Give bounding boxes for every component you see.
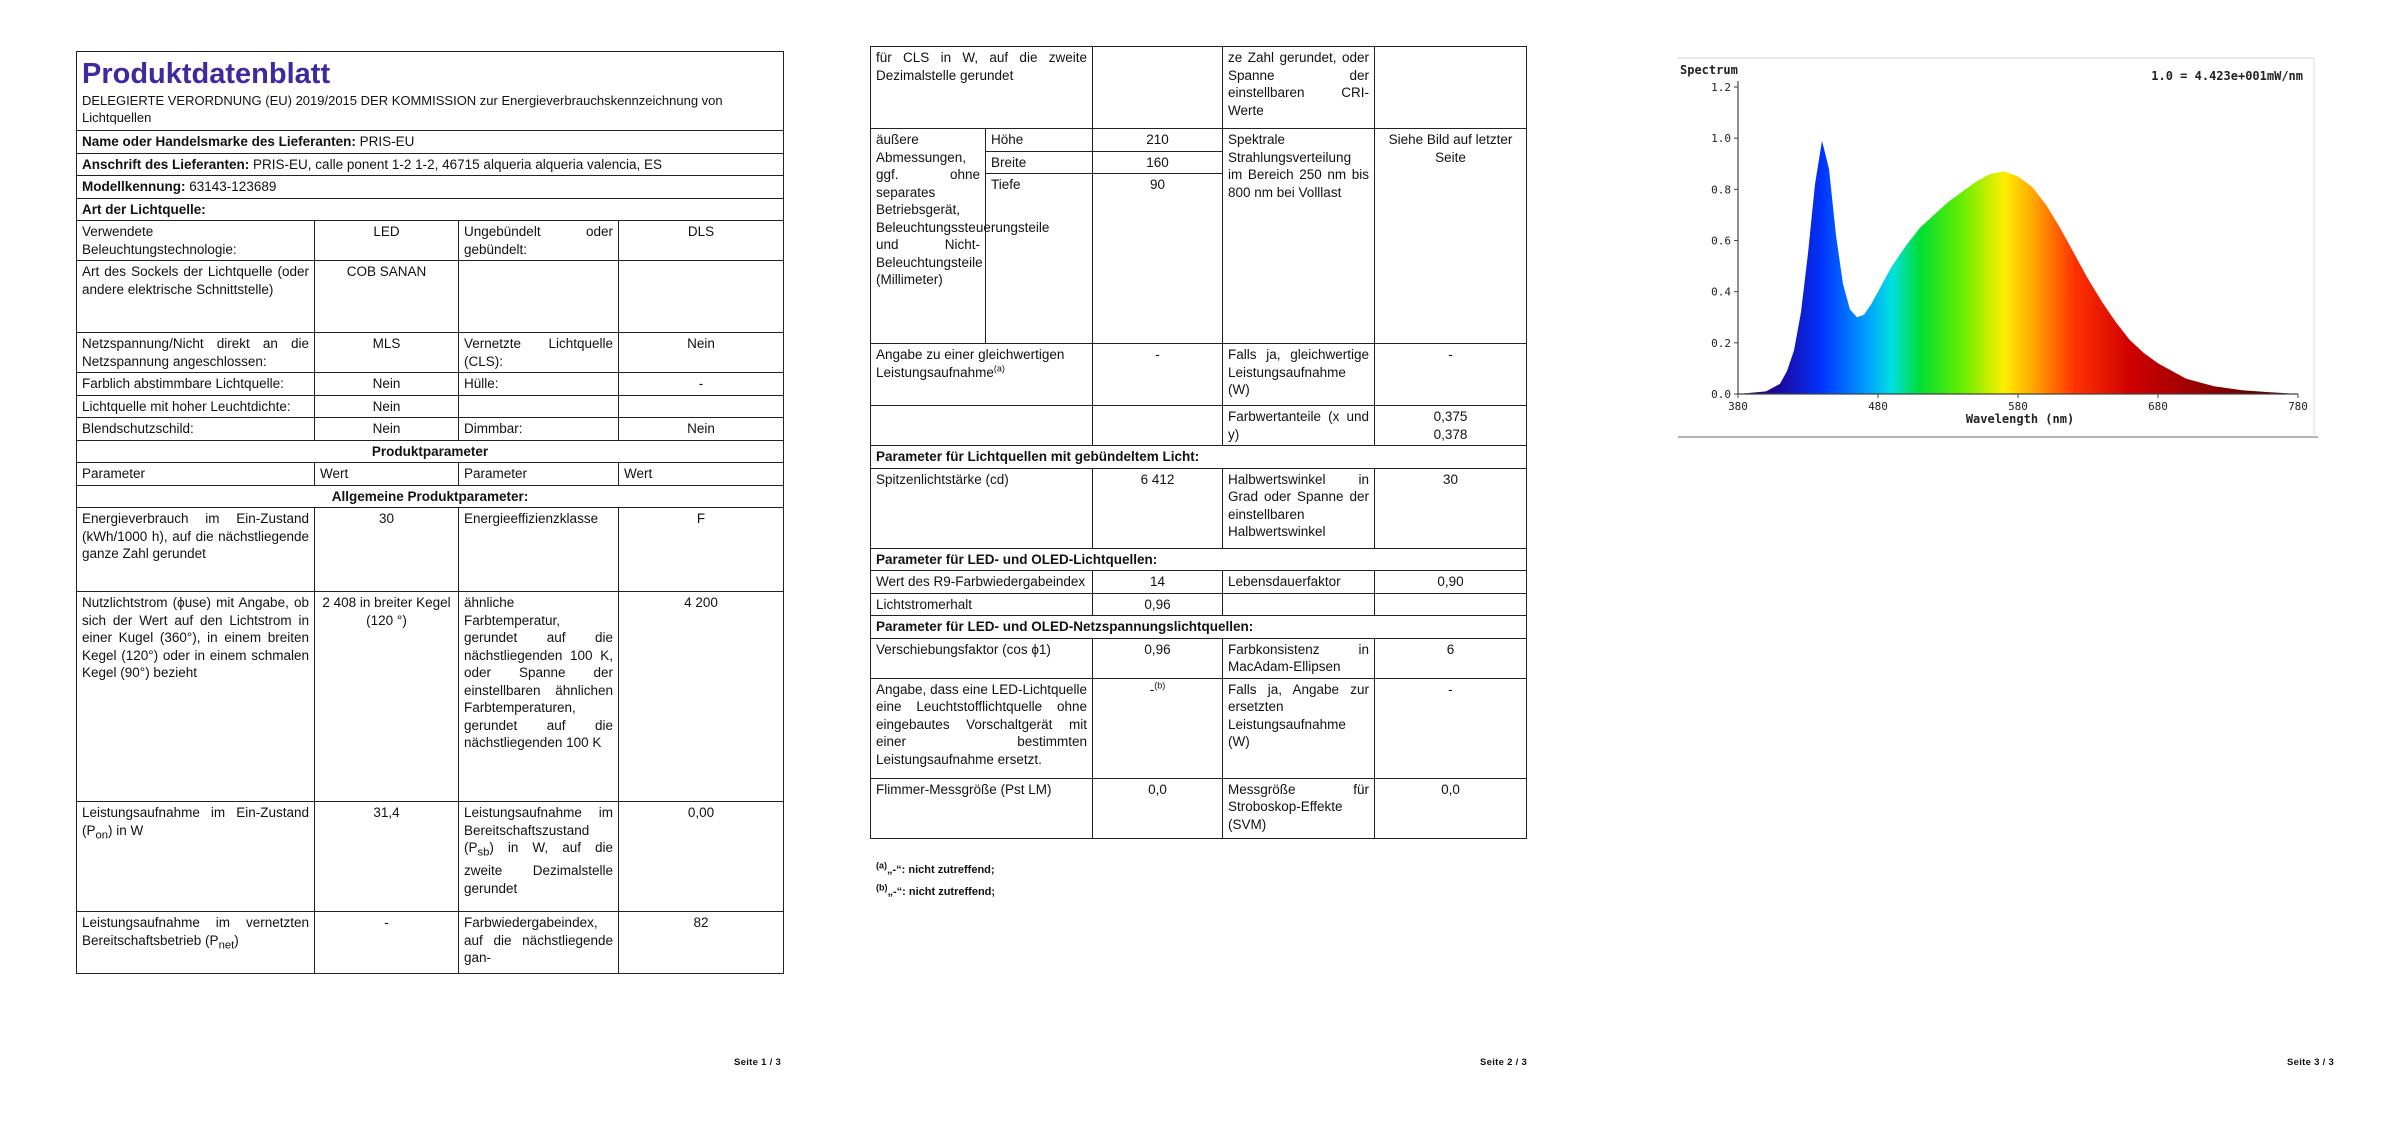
replace-label: Angabe, dass eine LED-Lichtquelle eine Leuchtstofflichtquelle ohne eingebautes Vorschaltgerät mit einer bestimmten Leistungsaufnahme ersetzt. [871,678,1093,778]
colour-consistency-value: 6 [1375,638,1527,678]
empty-cell [619,261,784,333]
envelope-label: Hülle: [459,373,619,396]
y-tick-label: 1.0 [1711,132,1731,146]
supplier-name-row: Name oder Handelsmarke des Lieferanten: PRIS-EU [77,131,784,154]
replace-power-label: Falls ja, Angabe zur ersetzten Leistungsaufnahme (W) [1223,678,1375,778]
pnet-label: Leistungsaufnahme im vernetzten Bereitschaftsbetrieb $(P_{net})$ [77,912,315,974]
page-footer: Seite 1 / 3 [734,1057,782,1068]
flicker-value: 0,0 [1093,778,1223,838]
y-tick-label: 0.0 [1711,388,1731,401]
r9-label: Wert des R9-Farbwiedergabeindex [871,571,1093,594]
beam-value: 30 [1375,468,1527,548]
x-tick-label: 480 [1868,400,1888,413]
equiv-power-label: Falls ja, gleichwertige Leistungsaufnahme (W) [1223,344,1375,406]
cls-label: Vernetzte Lichtquelle (CLS): [459,333,619,373]
led-mains-params-heading: Parameter für LED- und OLED-Netzspannungslichtquellen: [871,616,1527,639]
eec-label: Energieeffizienzklasse [459,508,619,592]
x-tick-label: 380 [1728,400,1748,413]
light-source-type-heading: Art der Lichtquelle: [77,198,784,221]
mains-label: Netzspannung/Nicht direkt an die Netzspannung angeschlossen: [77,333,315,373]
page-footer: Seite 3 / 3 [2287,1057,2335,1068]
product-params-heading: Produktparameter [77,440,784,463]
y-tick-label: 0.4 [1711,285,1731,299]
cap-value: COB SANAN [315,261,459,333]
cls-value: Nein [619,333,784,373]
depth-value: 90 [1093,174,1223,344]
flicker-label: Flimmer-Messgröße (Pst LM) [871,778,1093,838]
y-tick-label: 0.6 [1711,234,1731,248]
beam-label: Halbwertswinkel in Grad oder Spanne der einstellbaren Halbwertswinkel [1223,468,1375,548]
spectrum-area [1738,141,2298,394]
col-header-value: Wert [619,463,784,486]
highlum-value: Nein [315,395,459,418]
tunable-value: Nein [315,373,459,396]
psb-value: 0,00 [619,802,784,912]
peak-value: 6 412 [1093,468,1223,548]
highlum-label: Lichtquelle mit hoher Leuchtdichte: [77,395,315,418]
maint-label: Lichtstromerhalt [871,593,1093,616]
continued-left: für CLS in W, auf die zweite Dezimalstelle gerundet [871,47,1093,129]
x-tick-label: 780 [2288,400,2308,413]
replace-value: -$^{(b)}$ [1093,678,1223,778]
tech-value: LED [315,221,459,261]
y-tick-label: 0.8 [1711,183,1731,197]
pon-value: 31,4 [315,802,459,912]
equiv-label: Angabe zu einer gleichwertigen Leistungsaufnahme$^{(a)}$ [871,344,1093,406]
eec-value: F [619,508,784,592]
width-value: 160 [1093,151,1223,174]
chart-title: Spectrum [1680,63,1738,77]
directional-value: DLS [619,221,784,261]
empty-cell [459,261,619,333]
directional-params-heading: Parameter für Lichtquellen mit gebündeltem Licht: [871,446,1527,469]
col-header-parameter: Parameter [459,463,619,486]
empty-cell [1375,47,1527,129]
replace-power-value: - [1375,678,1527,778]
datasheet-page-1 [0,0,790,1123]
datasheet-page-3 [1584,0,2382,1123]
cri-label: Farbwiedergabeindex, auf die nächstliegende gan- [459,912,619,974]
spd-value: Siehe Bild auf letzter Seite [1375,129,1527,344]
svm-value: 0,0 [1375,778,1527,838]
header-cell [77,52,784,131]
cri-value: 82 [619,912,784,974]
tech-label: Verwendete Beleuchtungstechnologie: [77,221,315,261]
empty-cell [619,395,784,418]
equiv-value: - [1093,344,1223,406]
mains-value: MLS [315,333,459,373]
page-title: Produktdatenblatt [82,58,331,90]
empty-cell [871,406,1093,446]
dimmable-label: Dimmbar: [459,418,619,441]
height-label: Höhe [986,129,1093,152]
antiglare-value: Nein [315,418,459,441]
y-tick-label: 0.2 [1711,336,1731,350]
datasheet-page-2 [790,0,1584,1123]
col-header-value: Wert [315,463,459,486]
col-header-parameter: Parameter [77,463,315,486]
spectrum-chart [1678,56,2318,446]
spd-label: Spektrale Strahlungsverteilung im Bereich 250 nm bis 800 nm bei Volllast [1223,129,1375,344]
empty-cell [1093,47,1223,129]
x-tick-label: 580 [2008,400,2028,413]
r9-value: 14 [1093,571,1223,594]
depth-label: Tiefe [986,174,1093,344]
svm-label: Messgröße für Stroboskop-Effekte (SVM) [1223,778,1375,838]
directional-label: Ungebündelt oder gebündelt: [459,221,619,261]
colour-consistency-label: Farbkonsistenz in MacAdam-Ellipsen [1223,638,1375,678]
datasheet-table-page-1 [76,51,784,974]
x-tick-label: 680 [2148,400,2168,413]
plot-layer [1711,81,2308,413]
y-tick-label: 1.2 [1711,81,1731,94]
footnote-b: $^{(b)}$„-“: nicht zutreffend; [876,882,996,898]
flux-label: Nutzlichtstrom (ϕuse) mit Angabe, ob sich der Wert auf den Lichtstrom in einer Kugel (360°), in einem breiten Kegel (120°) oder in einem schmalen Kegel (90°) bezieht [77,592,315,802]
maint-value: 0,96 [1093,593,1223,616]
height-value: 210 [1093,129,1223,152]
x-axis-label: Wavelength (nm) [1965,412,2075,426]
energy-on-value: 30 [315,508,459,592]
antiglare-label: Blendschutzschild: [77,418,315,441]
empty-cell [1093,406,1223,446]
chart-annotation: 1.0 = 4.423e+001mW/nm [2151,69,2303,83]
empty-cell [1375,593,1527,616]
footnote-a: $^{(a)}$„-“: nicht zutreffend; [876,860,995,876]
page-footer: Seite 2 / 3 [1480,1057,1528,1068]
pnet-value: - [315,912,459,974]
tunable-label: Farblich abstimmbare Lichtquelle: [77,373,315,396]
supplier-address-row: Anschrift des Lieferanten: PRIS-EU, calle ponent 1-2 1-2, 46715 alqueria alqueria valencia, ES [77,153,784,176]
width-label: Breite [986,151,1093,174]
energy-on-label: Energieverbrauch im Ein-Zustand (kWh/1000 h), auf die nächstliegende ganze Zahl gerundet [77,508,315,592]
continued-right: ze Zahl gerundet, oder Spanne der einstellbaren CRI-Werte [1223,47,1375,129]
chroma-value: 0,375 0,378 [1375,406,1527,446]
equiv-power-value: - [1375,344,1527,406]
regulation-text: DELEGIERTE VERORDNUNG (EU) 2019/2015 DER KOMMISSION zur Energieverbrauchskennzeichnung von Lichtquellen [82,93,723,125]
general-params-heading: Allgemeine Produktparameter: [77,485,784,508]
dimensions-label: äußere Abmessungen, ggf. ohne separates Betriebsgerät, Beleuchtungssteuerungsteile und Nicht-Beleuchtungsteile (Millimeter) [871,129,986,344]
dpf-value: 0,96 [1093,638,1223,678]
cap-label: Art des Sockels der Lichtquelle (oder andere elektrische Schnittstelle) [77,261,315,333]
cct-value: 4 200 [619,592,784,802]
survival-label: Lebensdauerfaktor [1223,571,1375,594]
psb-label: Leistungsaufnahme im Bereitschaftszustand $(P_{sb})$ in W, auf die zweite Dezimalstelle gerundet [459,802,619,912]
empty-cell [459,395,619,418]
model-row: Modellkennung: 63143-123689 [77,176,784,199]
pon-label: Leistungsaufnahme im Ein-Zustand $(P_{on})$ in W [77,802,315,912]
cct-label: ähnliche Farbtemperatur, gerundet auf die nächstliegenden 100 K, oder Spanne der einstellbaren ähnlichen Farbtemperaturen, gerundet auf die nächstliegenden 100 K [459,592,619,802]
chroma-label: Farbwertanteile (x und y) [1223,406,1375,446]
flux-value: 2 408 in breiter Kegel (120 °) [315,592,459,802]
dpf-label: Verschiebungsfaktor (cos ϕ1) [871,638,1093,678]
led-params-heading: Parameter für LED- und OLED-Lichtquellen: [871,548,1527,571]
peak-label: Spitzenlichtstärke (cd) [871,468,1093,548]
envelope-value: - [619,373,784,396]
survival-value: 0,90 [1375,571,1527,594]
empty-cell [1223,593,1375,616]
dimmable-value: Nein [619,418,784,441]
datasheet-table-page-2 [870,46,1527,839]
